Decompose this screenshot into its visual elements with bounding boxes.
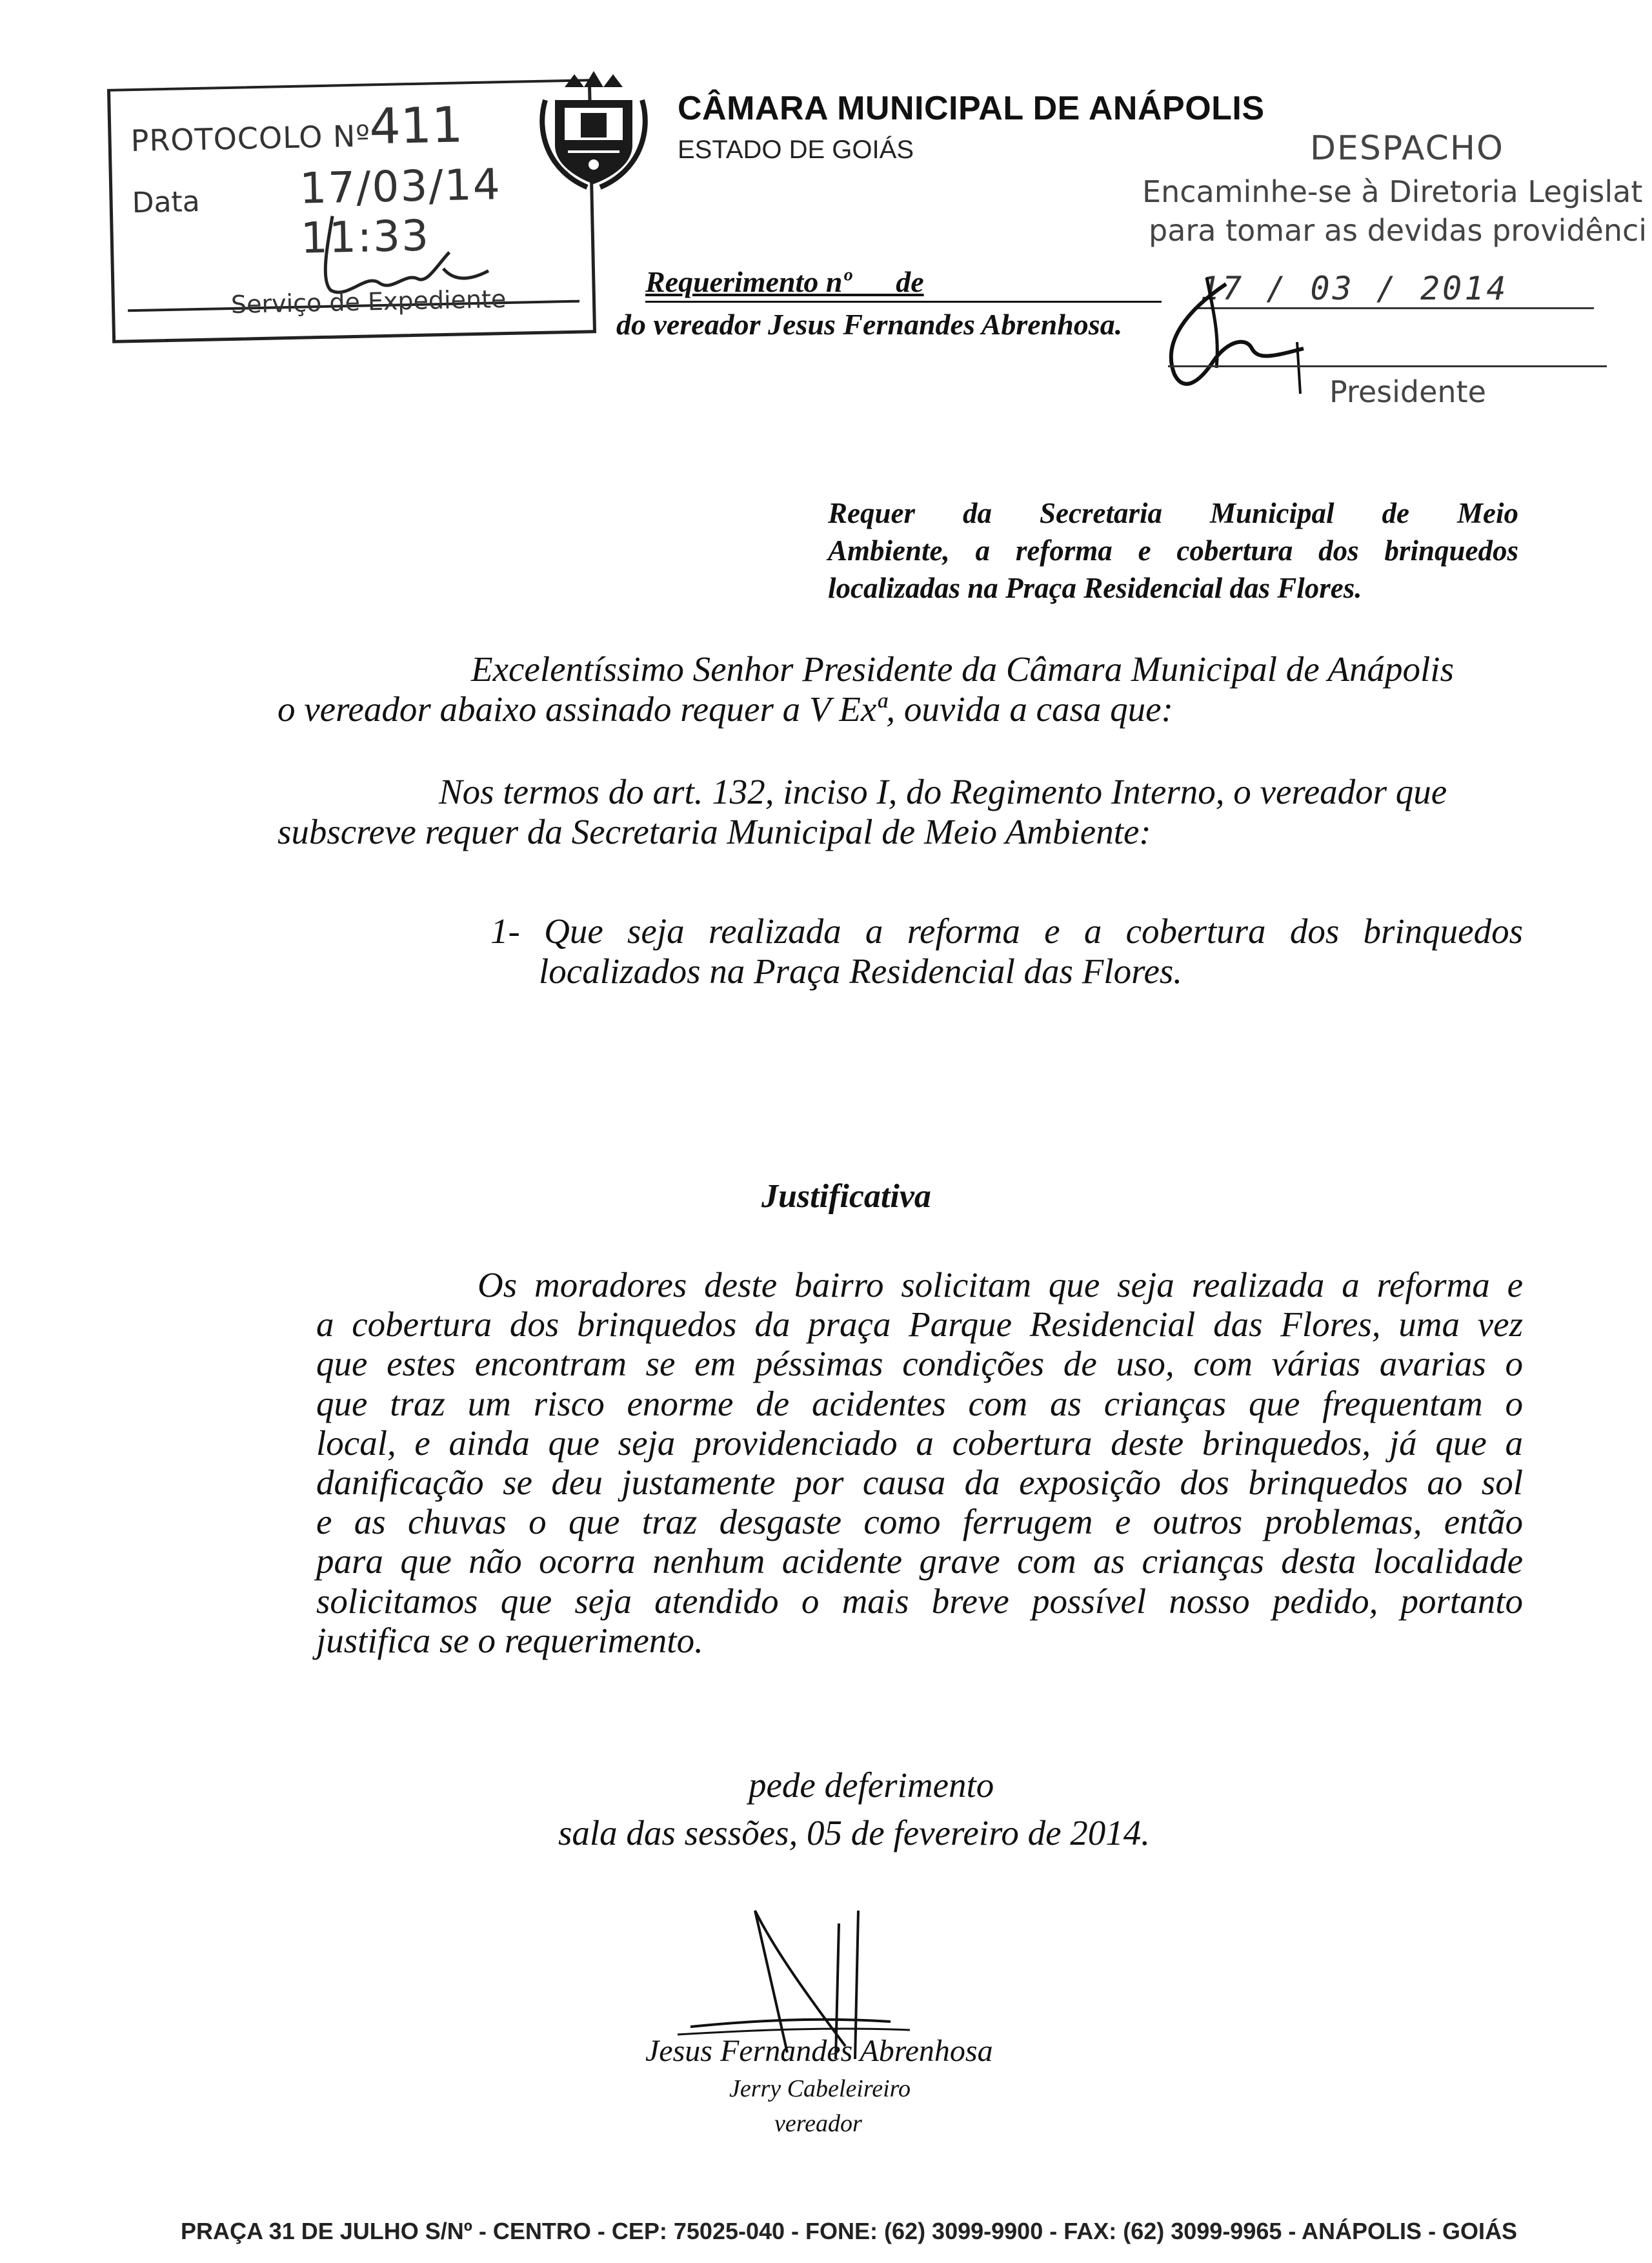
despacho-date: 17 / 03 / 2014 <box>1200 270 1509 307</box>
despacho-title: DESPACHO <box>1310 129 1504 168</box>
requerimento-author: do vereador Jesus Fernandes Abrenhosa. <box>616 308 1123 341</box>
header-subtitle: ESTADO DE GOIÁS <box>678 136 914 164</box>
request-item-1 <box>490 911 1523 991</box>
protocol-date-label: Data <box>132 185 201 220</box>
despacho-line-2: para tomar as devidas providênci <box>1149 213 1647 248</box>
item-line: localizados na Praça Residencial das Flores. <box>539 951 1183 991</box>
despacho-signature-line <box>1168 365 1607 367</box>
ementa-line: localizadas na Praça Residencial das Flores. <box>828 572 1362 604</box>
municipal-coat-of-arms-icon <box>529 61 658 190</box>
requerimento-rule <box>645 301 1162 303</box>
paragraph-line: Nos termos do art. 132, inciso I, do Regimento Interno, o vereador que <box>439 772 1447 811</box>
salutation-line: o vereador abaixo assinado requer a V Exª, ouvida a casa que: <box>277 689 1173 729</box>
signer-nickname: Jerry Cabeleireiro <box>729 2075 911 2102</box>
paragraph-1 <box>277 772 1523 852</box>
president-signature <box>1149 271 1316 400</box>
ementa-line: Requer da Secretaria Municipal de Meio <box>828 497 1518 529</box>
requerimento-heading: Requerimento nº de <box>645 265 924 298</box>
justificativa-line: que traz um risco enorme de acidentes com as crianças que frequentam o <box>316 1383 1523 1423</box>
justificativa-line: a cobertura dos brinquedos da praça Parque Residencial das Flores, uma vez <box>316 1304 1523 1345</box>
ementa-line: Ambiente, a reforma e cobertura dos brinquedos <box>828 534 1518 567</box>
justificativa-line: Os moradores deste bairro solicitam que seja realizada a reforma e <box>478 1265 1523 1304</box>
justificativa-line: local, e ainda que seja providenciado a cobertura deste brinquedos, já que a <box>316 1423 1523 1463</box>
header-title: CÂMARA MUNICIPAL DE ANÁPOLIS <box>678 90 1265 127</box>
protocol-date-value: 17/03/14 11:33 <box>299 159 502 263</box>
protocol-number: 411 <box>368 96 464 156</box>
paragraph-line: subscreve requer da Secretaria Municipal de Meio Ambiente: <box>277 812 1151 851</box>
protocol-stamp <box>107 79 596 343</box>
justificativa-line: e as chuvas o que traz desgaste como ferrugem e outros problemas, então <box>316 1502 1523 1542</box>
closing-place-date: sala das sessões, 05 de fevereiro de 2014. <box>558 1813 1151 1852</box>
ementa <box>828 494 1518 607</box>
justificativa-title: Justificativa <box>761 1178 931 1215</box>
closing-request: pede deferimento <box>749 1765 994 1805</box>
justificativa-line: justifica se o requerimento. <box>316 1620 703 1660</box>
justificativa-line: para que não ocorra nenhum acidente grave com as crianças desta localidade <box>316 1541 1523 1581</box>
salutation <box>277 649 1523 729</box>
signer-name: Jesus Fernandes Abrenhosa <box>645 2034 993 2068</box>
justificativa-line: danificação se deu justamente por causa da exposição dos brinquedos ao sol <box>316 1463 1523 1503</box>
item-line: 1- Que seja realizada a reforma e a cobertura dos brinquedos <box>490 911 1523 951</box>
justificativa-line: solicitamos que seja atendido o mais breve possível nosso pedido, portanto <box>316 1581 1523 1621</box>
justificativa-body <box>316 1265 1523 1660</box>
service-label: Serviço de Expediente <box>230 285 507 319</box>
despacho-line-1: Encaminhe-se à Diretoria Legislat <box>1142 174 1643 209</box>
salutation-line: Excelentíssimo Senhor Presidente da Câmara Municipal de Anápolis <box>471 649 1454 689</box>
despacho-president-label: Presidente <box>1329 374 1486 409</box>
protocol-label: PROTOCOLO Nº <box>130 118 371 159</box>
signer-role: vereador <box>774 2110 862 2137</box>
justificativa-line: que estes encontram se em péssimas condições de uso, com várias avarias o <box>316 1344 1523 1384</box>
footer-address: PRAÇA 31 DE JULHO S/Nº - CENTRO - CEP: 75025-040 - FONE: (62) 3099-9900 - FAX: (62) 3099-9965 - ANÁPOLIS - GOIÁS <box>181 2218 1518 2244</box>
